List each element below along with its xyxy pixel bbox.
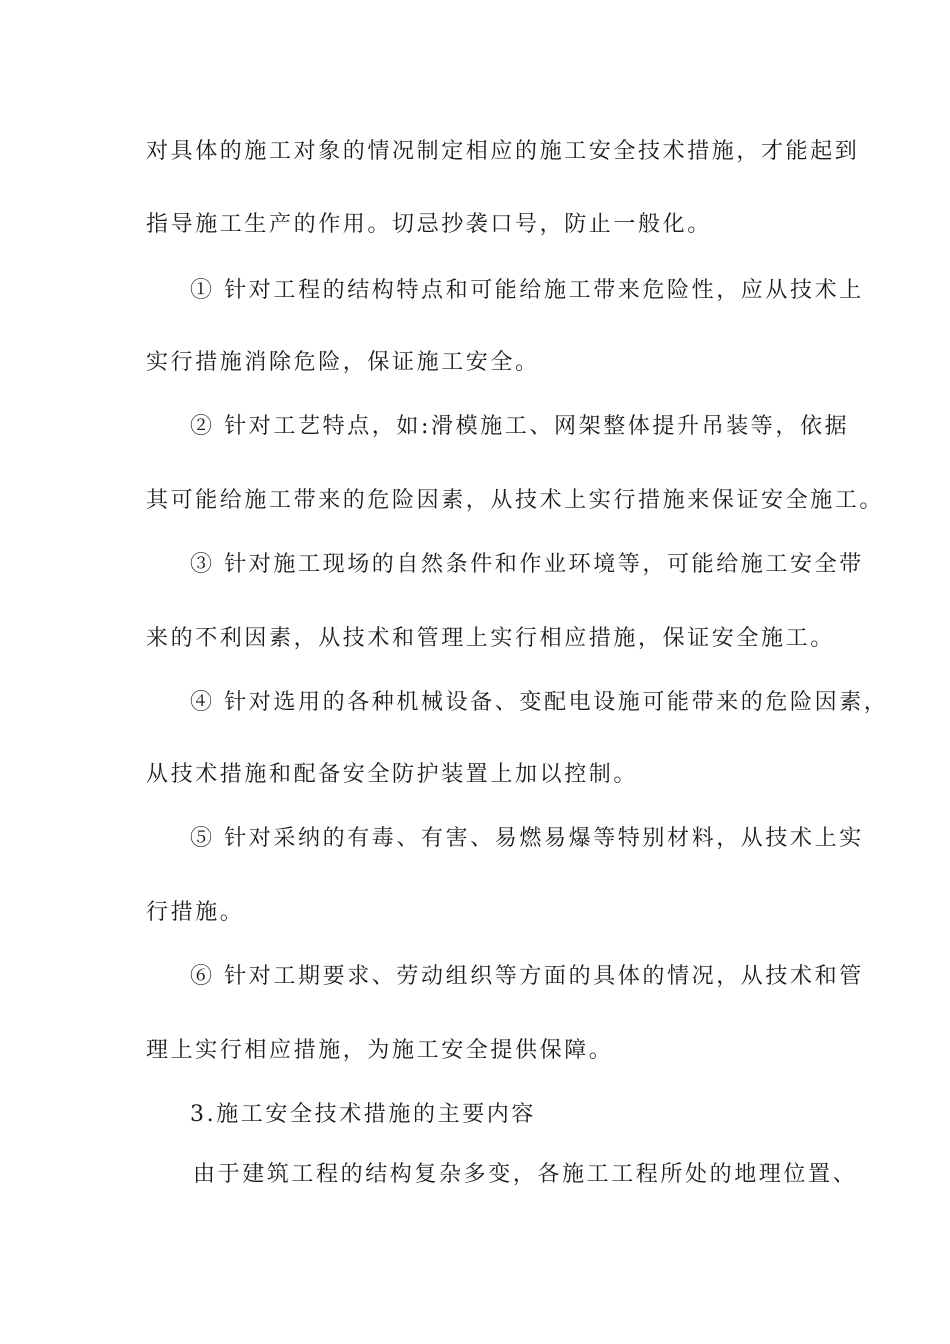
list-item-3-line: ③ 针对施工现场的自然条件和作业环境等，可能给施工安全带	[190, 552, 864, 577]
list-item-6-continuation: 理上实行相应措施，为施工安全提供保障。	[146, 1038, 614, 1063]
section-heading: 3.施工安全技术措施的主要内容	[190, 1102, 536, 1127]
list-item-5-continuation: 行措施。	[146, 900, 245, 925]
list-item-5-line: ⑤ 针对采纳的有毒、有害、易燃易爆等特别材料，从技术上实	[190, 826, 864, 851]
paragraph-line: 指导施工生产的作用。切忌抄袭口号，防止一般化。	[146, 212, 712, 237]
list-item-1-line: ① 针对工程的结构特点和可能给施工带来危险性，应从技术上	[190, 278, 864, 303]
list-item-1-continuation: 实行措施消除危险，保证施工安全。	[146, 350, 540, 375]
list-item-4-continuation: 从技术措施和配备安全防护装置上加以控制。	[146, 762, 639, 787]
list-item-6-line: ⑥ 针对工期要求、劳动组织等方面的具体的情况，从技术和管	[190, 964, 864, 989]
paragraph-line: 由于建筑工程的结构复杂多变，各施工工程所处的地理位置、	[193, 1162, 858, 1187]
list-item-3-continuation: 来的不利因素，从技术和管理上实行相应措施，保证安全施工。	[146, 626, 835, 651]
list-item-4-line: ④ 针对选用的各种机械设备、变配电设施可能带来的危险因素，	[190, 690, 889, 715]
list-item-2-continuation: 其可能给施工带来的危险因素，从技术上实行措施来保证安全施工。	[146, 488, 885, 513]
paragraph-line: 对具体的施工对象的情况制定相应的施工安全技术措施，才能起到	[146, 139, 860, 164]
list-item-2-line: ② 针对工艺特点，如:滑模施工、网架整体提升吊装等，依据	[190, 414, 850, 439]
